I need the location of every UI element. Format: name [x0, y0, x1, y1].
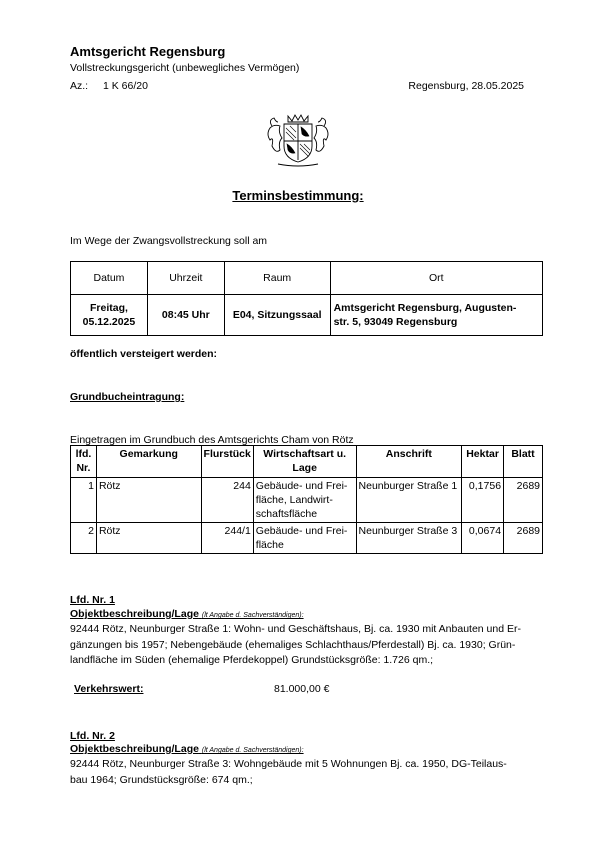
object1-note: (lt Angabe d. Sachverständigen): — [201, 612, 304, 619]
object2-description — [70, 757, 542, 788]
wirtschaftsart-line: Gebäude- und Frei- — [255, 525, 348, 537]
cell-uhrzeit: 08:45 Uhr — [147, 295, 224, 336]
page-title: Terminsbestimmung: — [232, 188, 364, 203]
object1-heading-text: Objektbeschreibung/Lage — [70, 608, 199, 620]
intro-text: Im Wege der Zwangsvollstreckung soll am — [70, 235, 268, 247]
object2-heading — [70, 743, 304, 755]
market-value-label: Verkehrswert: — [74, 683, 144, 695]
header-blatt: Blatt — [504, 446, 543, 478]
cell-ort — [330, 295, 542, 336]
object2-heading-text: Objektbeschreibung/Lage — [70, 743, 199, 755]
cell-gemarkung: Rötz — [96, 478, 201, 523]
description-line: 92444 Rötz, Neunburger Straße 3: Wohngebäude mit 5 Wohnungen Bj. ca. 1950, DG-Teilaus- — [70, 758, 507, 770]
court-name: Amtsgericht Regensburg — [70, 44, 226, 59]
header-ort: Ort — [330, 262, 542, 295]
auction-statement: öffentlich versteigert werden: — [70, 348, 218, 360]
table-header-row — [71, 262, 543, 295]
datum-line: Freitag, — [89, 302, 128, 314]
cell-blatt: 2689 — [504, 478, 543, 523]
case-number-label: Az.: — [70, 80, 89, 92]
cell-lfd: 1 — [71, 478, 97, 523]
cell-gemarkung: Rötz — [96, 523, 201, 554]
cell-hektar: 0,1756 — [462, 478, 504, 523]
description-line: 92444 Rötz, Neunburger Straße 1: Wohn- und Geschäftshaus, Bj. ca. 1930 mit Anbauten und Er- — [70, 623, 521, 635]
description-line: landfläche im Süden (ehemalige Pferdekoppel) Grundstücksgröße: 1.726 qm.; — [70, 654, 434, 666]
cell-lfd: 2 — [71, 523, 97, 554]
land-register-heading: Grundbucheintragung: — [70, 391, 185, 403]
table-row — [71, 523, 543, 554]
ort-line: str. 5, 93049 Regensburg — [333, 316, 458, 328]
wirtschaftsart-line: fläche — [255, 539, 284, 551]
land-register-intro: Eingetragen im Grundbuch des Amtsgerichts Cham von Rötz — [70, 434, 354, 446]
table-header-row — [71, 446, 543, 478]
description-line: bau 1964; Grundstücksgröße: 674 qm.; — [70, 773, 253, 786]
wirtschaftsart-line: schaftsfläche — [255, 508, 318, 520]
cell-raum: E04, Sitzungssaal — [224, 295, 330, 336]
wirtschaftsart-line: Gebäude- und Frei- — [255, 480, 348, 492]
cell-datum — [71, 295, 148, 336]
cell-wirtschaftsart — [253, 478, 356, 523]
cell-wirtschaftsart — [253, 523, 356, 554]
description-line: gänzungen bis 1957; Nebengebäude (ehemaliges Schlachthaus/Pferdestall) Bj. ca. 1930; Grün- — [70, 638, 516, 651]
court-department: Vollstreckungsgericht (unbewegliches Vermögen) — [70, 62, 300, 74]
header-lfd-line: lfd. — [75, 448, 92, 460]
header-hektar: Hektar — [462, 446, 504, 478]
header-wirtschaftsart-line: Lage — [292, 462, 317, 474]
case-number: 1 K 66/20 — [103, 80, 148, 92]
header-wirtschaftsart-line: Wirtschaftsart u. — [263, 448, 347, 460]
header-datum: Datum — [71, 262, 148, 295]
table-row — [71, 295, 543, 336]
appointment-table — [70, 261, 543, 336]
header-lfd-line: Nr. — [76, 462, 91, 474]
cell-anschrift: Neunburger Straße 1 — [356, 478, 462, 523]
coat-of-arms-icon — [262, 110, 334, 170]
place-date: Regensburg, 28.05.2025 — [408, 80, 524, 92]
table-row — [71, 478, 543, 523]
header-lfd — [71, 446, 97, 478]
cell-hektar: 0,0674 — [462, 523, 504, 554]
header-flurstueck: Flurstück — [201, 446, 253, 478]
header-wirtschaftsart — [253, 446, 356, 478]
header-gemarkung: Gemarkung — [96, 446, 201, 478]
object1-number: Lfd. Nr. 1 — [70, 594, 115, 606]
wirtschaftsart-line: fläche, Landwirt- — [255, 494, 333, 506]
cell-flurstueck: 244/1 — [201, 523, 253, 554]
object2-number: Lfd. Nr. 2 — [70, 730, 115, 742]
object1-heading — [70, 608, 304, 620]
header-anschrift: Anschrift — [356, 446, 462, 478]
cell-flurstueck: 244 — [201, 478, 253, 523]
land-register-table — [70, 445, 543, 554]
object2-note: (lt Angabe d. Sachverständigen): — [201, 747, 304, 754]
header-uhrzeit: Uhrzeit — [147, 262, 224, 295]
object1-description — [70, 622, 542, 669]
cell-anschrift: Neunburger Straße 3 — [356, 523, 462, 554]
cell-blatt: 2689 — [504, 523, 543, 554]
market-value: 81.000,00 € — [274, 683, 330, 695]
datum-line: 05.12.2025 — [82, 316, 136, 328]
header-raum: Raum — [224, 262, 330, 295]
ort-line: Amtsgericht Regensburg, Augusten- — [333, 302, 517, 314]
